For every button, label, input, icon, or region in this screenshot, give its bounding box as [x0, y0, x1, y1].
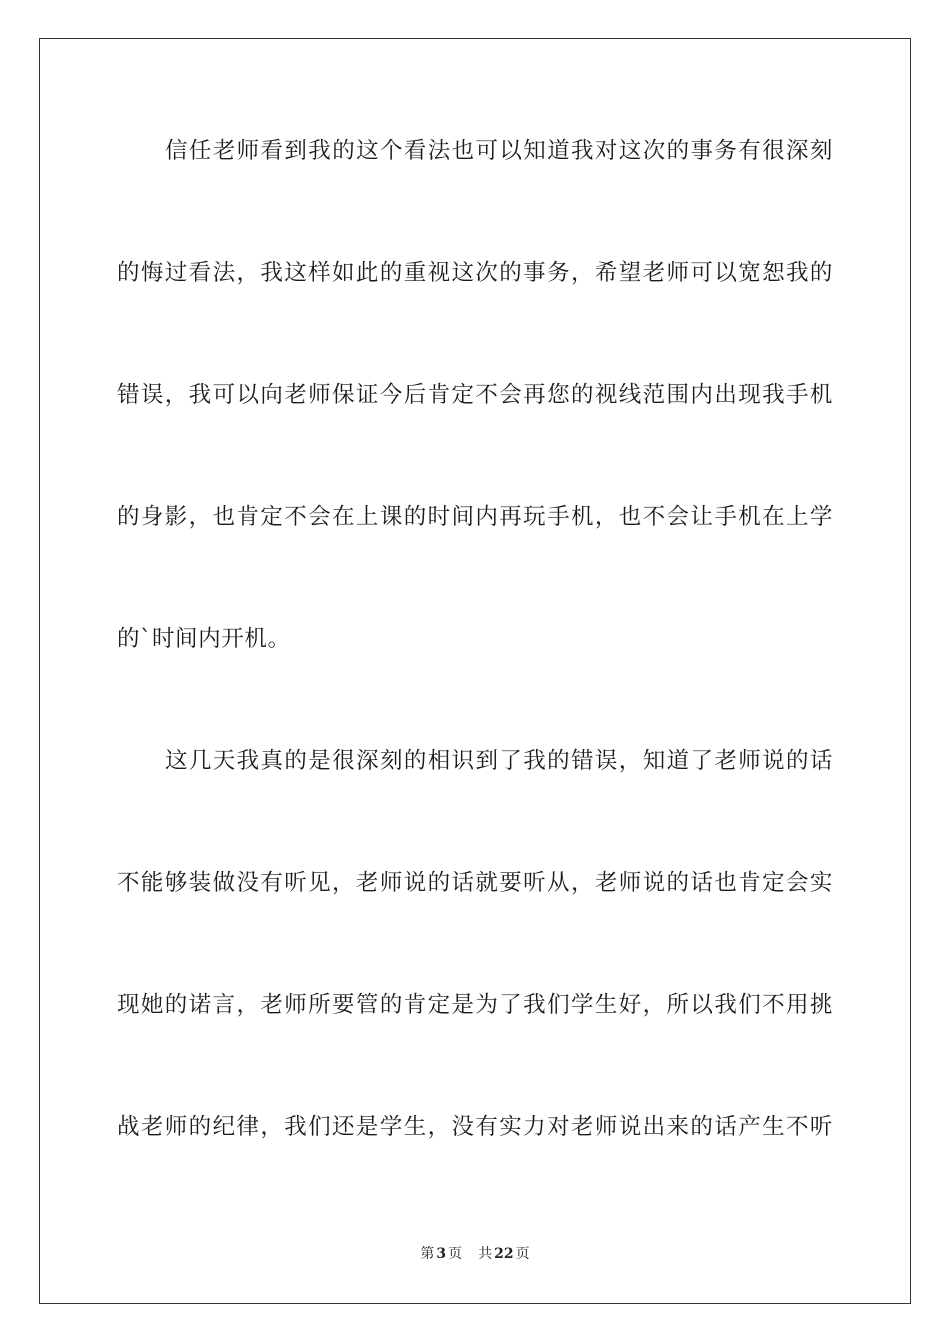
paragraph-1-line-3: 错误，我可以向老师保证今后肯定不会再您的视线范围内出现我手机 — [117, 382, 833, 408]
footer-total-pages: 22 — [494, 1246, 514, 1262]
paragraph-1-line-4: 的身影，也肯定不会在上课的时间内再玩手机，也不会让手机在上学 — [117, 504, 833, 530]
footer-page-suffix: 页 — [448, 1246, 463, 1262]
paragraph-2-line-2: 不能够装做没有听见，老师说的话就要听从，老师说的话也肯定会实 — [117, 870, 833, 896]
footer-page-prefix: 第 — [420, 1246, 435, 1262]
paragraph-2-line-1: 这几天我真的是很深刻的相识到了我的错误，知道了老师说的话 — [165, 748, 833, 774]
paragraph-2-line-3: 现她的诺言，老师所要管的肯定是为了我们学生好，所以我们不用挑 — [117, 992, 833, 1018]
page-footer — [0, 1244, 950, 1264]
footer-page-number: 3 — [436, 1246, 447, 1262]
paragraph-1-line-5: 的`时间内开机。 — [117, 626, 291, 652]
paragraph-2-line-4: 战老师的纪律，我们还是学生，没有实力对老师说出来的话产生不听 — [117, 1114, 833, 1140]
paragraph-1-line-2: 的悔过看法，我这样如此的重视这次的事务，希望老师可以宽恕我的 — [117, 260, 833, 286]
footer-total-suffix: 页 — [515, 1246, 530, 1262]
footer-total-prefix: 共 — [478, 1246, 493, 1262]
paragraph-1-line-1: 信任老师看到我的这个看法也可以知道我对这次的事务有很深刻 — [165, 138, 833, 164]
